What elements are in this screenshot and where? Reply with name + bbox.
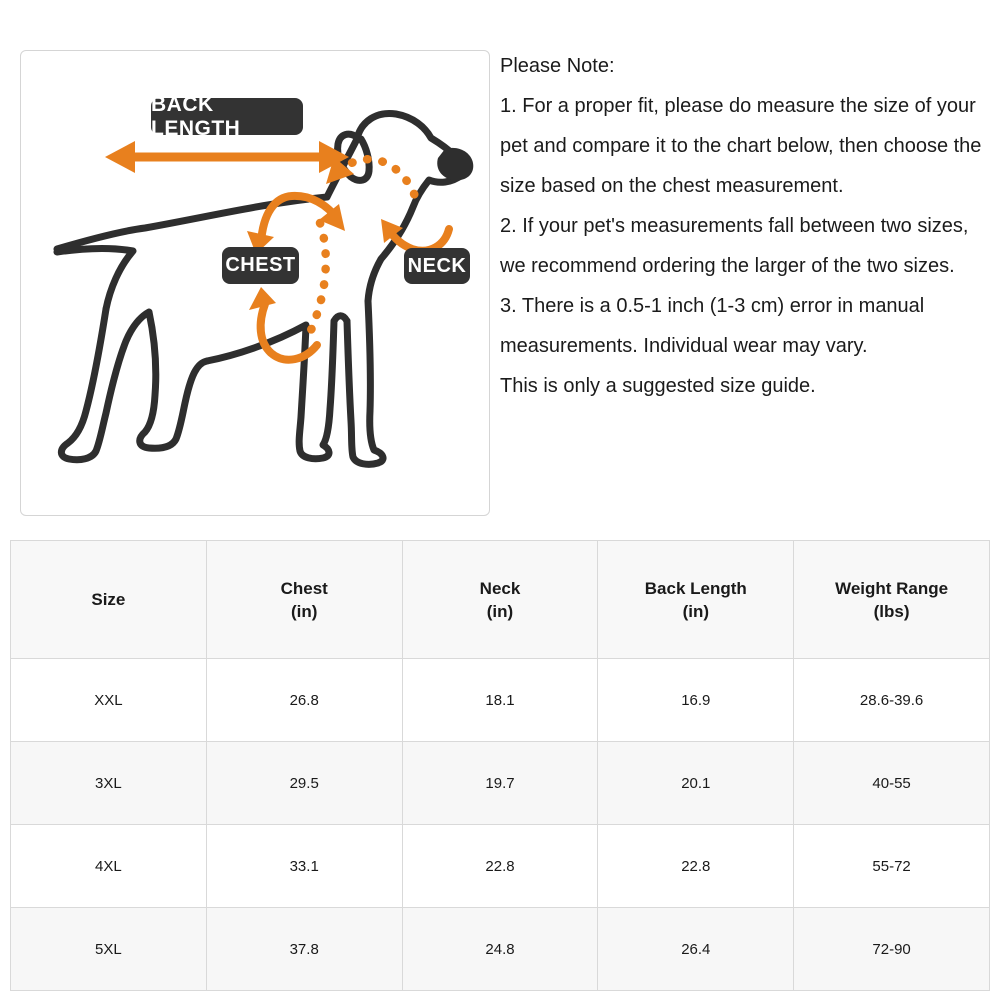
neck-cell: 19.7: [402, 742, 598, 825]
col-header-weight-range: Weight Range (lbs): [794, 541, 990, 659]
chest-cell: 37.8: [206, 908, 402, 991]
back-length-cell: 26.4: [598, 908, 794, 991]
size-chart-table: [10, 540, 990, 991]
note-line: size based on the chest measurement.: [500, 175, 844, 197]
size-cell: 4XL: [11, 825, 207, 908]
note-line: 3. There is a 0.5-1 inch (1-3 cm) error in manual: [500, 295, 925, 317]
neck-label: NECK: [404, 248, 470, 284]
dog-nose: [437, 148, 473, 180]
weight-range-cell: 40-55: [794, 742, 990, 825]
back-length-arrow-icon: [105, 141, 349, 173]
chest-cell: 33.1: [206, 825, 402, 908]
back-length-cell: 20.1: [598, 742, 794, 825]
neck-cell: 24.8: [402, 908, 598, 991]
table-row-4xl: [11, 825, 990, 908]
chest-label: CHEST: [222, 247, 299, 284]
col-header-size: Size: [11, 541, 207, 659]
chest-cell: 29.5: [206, 742, 402, 825]
col-header-chest: Chest (in): [206, 541, 402, 659]
table-row-5xl: [11, 908, 990, 991]
note-line: pet and compare it to the chart below, then choose the: [500, 135, 982, 157]
note-line: This is only a suggested size guide.: [500, 375, 816, 397]
size-cell: 3XL: [11, 742, 207, 825]
note-line: 2. If your pet's measurements fall between two sizes,: [500, 215, 969, 237]
chest-cell: 26.8: [206, 659, 402, 742]
col-header-back-length: Back Length (in): [598, 541, 794, 659]
neck-cell: 22.8: [402, 825, 598, 908]
neck-cell: 18.1: [402, 659, 598, 742]
back-length-label: BACK LENGTH: [151, 98, 303, 135]
dog-outline: [57, 113, 462, 464]
weight-range-cell: 28.6-39.6: [794, 659, 990, 742]
weight-range-cell: 72-90: [794, 908, 990, 991]
back-length-cell: 22.8: [598, 825, 794, 908]
table-row-xxl: [11, 659, 990, 742]
size-cell: XXL: [11, 659, 207, 742]
note-line: measurements. Individual wear may vary.: [500, 335, 868, 357]
size-chart-header: [11, 541, 990, 659]
note-title: Please Note:: [500, 55, 615, 77]
dog-measurement-diagram: [20, 50, 490, 516]
note-line: we recommend ordering the larger of the two sizes.: [500, 255, 955, 277]
col-header-neck: Neck (in): [402, 541, 598, 659]
table-row-3xl: [11, 742, 990, 825]
neck-girth-arrows-icon: [326, 157, 449, 251]
note-section: [500, 46, 998, 406]
weight-range-cell: 55-72: [794, 825, 990, 908]
size-cell: 5XL: [11, 908, 207, 991]
back-length-cell: 16.9: [598, 659, 794, 742]
note-line: 1. For a proper fit, please do measure the size of your: [500, 95, 976, 117]
